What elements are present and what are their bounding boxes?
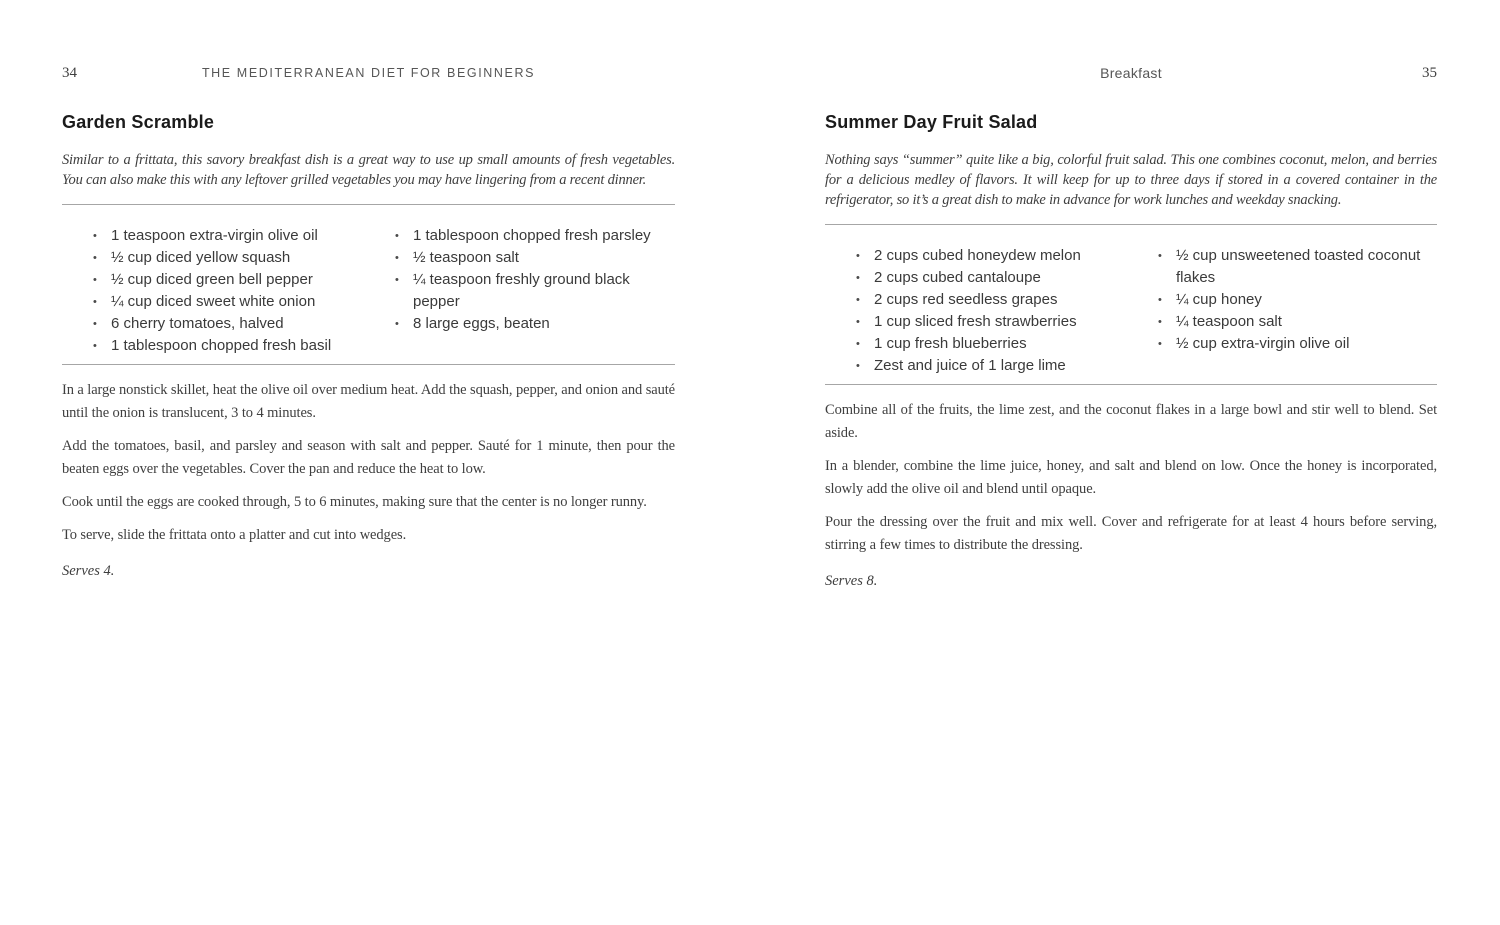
ingredients-rule-bottom bbox=[825, 384, 1437, 385]
ingredient-item: • Zest and juice of 1 large lime bbox=[855, 355, 1157, 377]
ingredient-item: • 1 teaspoon extra-virgin olive oil bbox=[92, 225, 394, 247]
instruction-step: In a large nonstick skillet, heat the olive oil over medium heat. Add the squash, pepper, and onion and sauté until the onion is translucent, 3 to 4 minutes. bbox=[62, 382, 675, 421]
ingredients-rule-top bbox=[825, 224, 1437, 225]
ingredient-item: • 8 large eggs, beaten bbox=[394, 313, 675, 335]
page-right bbox=[825, 64, 1437, 591]
recipe-title: Garden Scramble bbox=[62, 112, 215, 132]
running-head-row-left bbox=[62, 64, 675, 82]
instruction-step: To serve, slide the frittata onto a platter and cut into wedges. bbox=[62, 527, 407, 543]
ingredient-item: • ½ cup unsweetened toasted coconut flakes bbox=[1157, 245, 1437, 289]
ingredient-item: • 2 cups cubed cantaloupe bbox=[855, 267, 1157, 289]
ingredient-item: • 1 tablespoon chopped fresh basil bbox=[92, 335, 394, 357]
instructions bbox=[825, 399, 1437, 557]
ingredient-item: • 2 cups red seedless grapes bbox=[855, 289, 1157, 311]
ingredients-column-1 bbox=[62, 225, 394, 357]
instructions bbox=[62, 379, 675, 547]
ingredient-item: • ½ cup diced yellow squash bbox=[92, 247, 394, 269]
recipe-title: Summer Day Fruit Salad bbox=[825, 112, 1038, 132]
running-head-row-right bbox=[825, 64, 1437, 82]
ingredient-item: • 1 cup sliced fresh strawberries bbox=[855, 311, 1157, 333]
ingredients-column-2 bbox=[1157, 245, 1437, 377]
ingredients-column-2 bbox=[394, 225, 675, 357]
serves-note: Serves 8. bbox=[825, 573, 878, 589]
recipe-intro: Nothing says “summer” quite like a big, colorful fruit salad. This one combines coconut, melon, and berries for a delicious medley of flavors. It will keep for up to three days if stored in a covered container in the refrigerator, so it’s a great dish to make in advance for work lunches and weekday snacking. bbox=[825, 152, 1437, 208]
ingredients-block bbox=[825, 237, 1437, 384]
ingredient-item: • ½ cup extra-virgin olive oil bbox=[1157, 333, 1437, 355]
ingredients-block bbox=[62, 217, 675, 364]
ingredient-item: • ¼ cup honey bbox=[1157, 289, 1437, 311]
recipe-intro: Similar to a frittata, this savory breakfast dish is a great way to use up small amounts of fresh vegetables. You can also make this with any leftover grilled vegetables you may have lingering from a recent dinner. bbox=[62, 152, 675, 188]
page-number: 34 bbox=[62, 65, 77, 81]
serves-note: Serves 4. bbox=[62, 563, 115, 579]
running-head: THE MEDITERRANEAN DIET FOR BEGINNERS bbox=[201, 66, 536, 80]
ingredients-column-1 bbox=[825, 245, 1157, 377]
instruction-step: Pour the dressing over the fruit and mix well. Cover and refrigerate for at least 4 hours before serving, stirring a few times to distribute the dressing. bbox=[825, 514, 1437, 553]
running-head: Breakfast bbox=[1100, 65, 1162, 81]
ingredients-rule-top bbox=[62, 204, 675, 205]
ingredient-item: • 2 cups cubed honeydew melon bbox=[855, 245, 1157, 267]
ingredient-item: • 1 cup fresh blueberries bbox=[855, 333, 1157, 355]
page-number: 35 bbox=[1422, 65, 1437, 81]
ingredient-item: • ¼ cup diced sweet white onion bbox=[92, 291, 394, 313]
ingredient-item: • ¼ teaspoon freshly ground black pepper bbox=[394, 269, 675, 313]
ingredient-item: • 6 cherry tomatoes, halved bbox=[92, 313, 394, 335]
instruction-step: Cook until the eggs are cooked through, 5 to 6 minutes, making sure that the center is no longer runny. bbox=[62, 494, 647, 510]
ingredient-item: • ½ teaspoon salt bbox=[394, 247, 675, 269]
instruction-step: In a blender, combine the lime juice, honey, and salt and blend on low. Once the honey is incorporated, slowly add the olive oil and blend until opaque. bbox=[825, 458, 1437, 497]
ingredient-item: • ¼ teaspoon salt bbox=[1157, 311, 1437, 333]
page-left bbox=[62, 64, 675, 581]
ingredient-item: • ½ cup diced green bell pepper bbox=[92, 269, 394, 291]
instruction-step: Combine all of the fruits, the lime zest, and the coconut flakes in a large bowl and stir well to blend. Set aside. bbox=[825, 402, 1437, 441]
ingredient-item: • 1 tablespoon chopped fresh parsley bbox=[394, 225, 675, 247]
instruction-step: Add the tomatoes, basil, and parsley and season with salt and pepper. Sauté for 1 minute, then pour the beaten eggs over the vegetables. Cover the pan and reduce the heat to low. bbox=[62, 438, 675, 477]
ingredients-rule-bottom bbox=[62, 364, 675, 365]
